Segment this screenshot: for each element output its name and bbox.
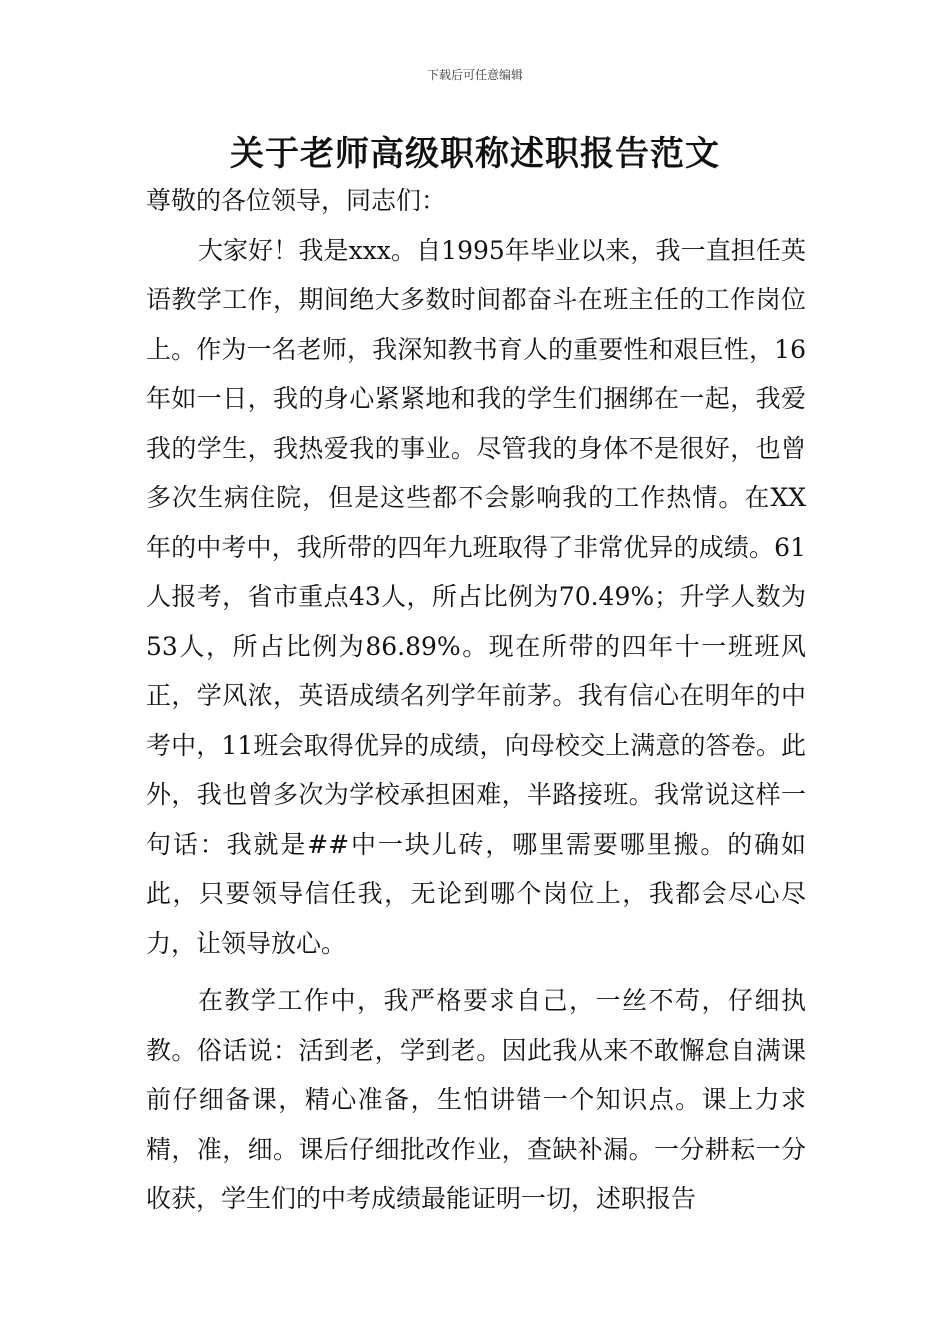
document-body [146, 176, 806, 1224]
document-title: 关于老师高级职称述职报告范文 [230, 134, 720, 174]
salutation: 尊敬的各位领导，同志们： [146, 186, 447, 215]
paragraph-1: 大家好！我是xxx。自1995年毕业以来，我一直担任英语教学工作，期间绝大多数时间都奋斗在班主任的工作岗位上。作为一名老师，我深知教书育人的重要性和艰巨性，16年如一日，我的身心紧紧地和我的学生们捆绑在一起，我爱我的学生，我热爱我的事业。尽管我的身体不是很好，也曾多次生病住院，但是这些都不会影响我的工作热情。在XX年的中考中，我所带的四年九班取得了非常优异的成绩。61人报考，省市重点43人，所占比例为70.49%；升学人数为53人，所占比例为86.89%。现在所带的四年十一班班风正，学风浓，英语成绩名列学年前茅。我有信心在明年的中考中，11班会取得优异的成绩，向母校交上满意的答卷。此外，我也曾多次为学校承担困难，半路接班。我常说这样一句话：我就是##中一块儿砖，哪里需要哪里搬。的确如此，只要领导信任我，无论到哪个岗位上，我都会尽心尽力，让领导放心。 [146, 235, 806, 958]
paragraph-2: 在教学工作中，我严格要求自己，一丝不苟，仔细执教。俗话说：活到老，学到老。因此我从来不敢懈怠自满课前仔细备课，精心准备，生怕讲错一个知识点。课上力求精，准，细。课后仔细批改作业，查缺补漏。一分耕耘一分收获，学生们的中考成绩最能证明一切，述职报告 [146, 986, 806, 1213]
header-note: 下载后可任意编辑 [426, 68, 523, 82]
